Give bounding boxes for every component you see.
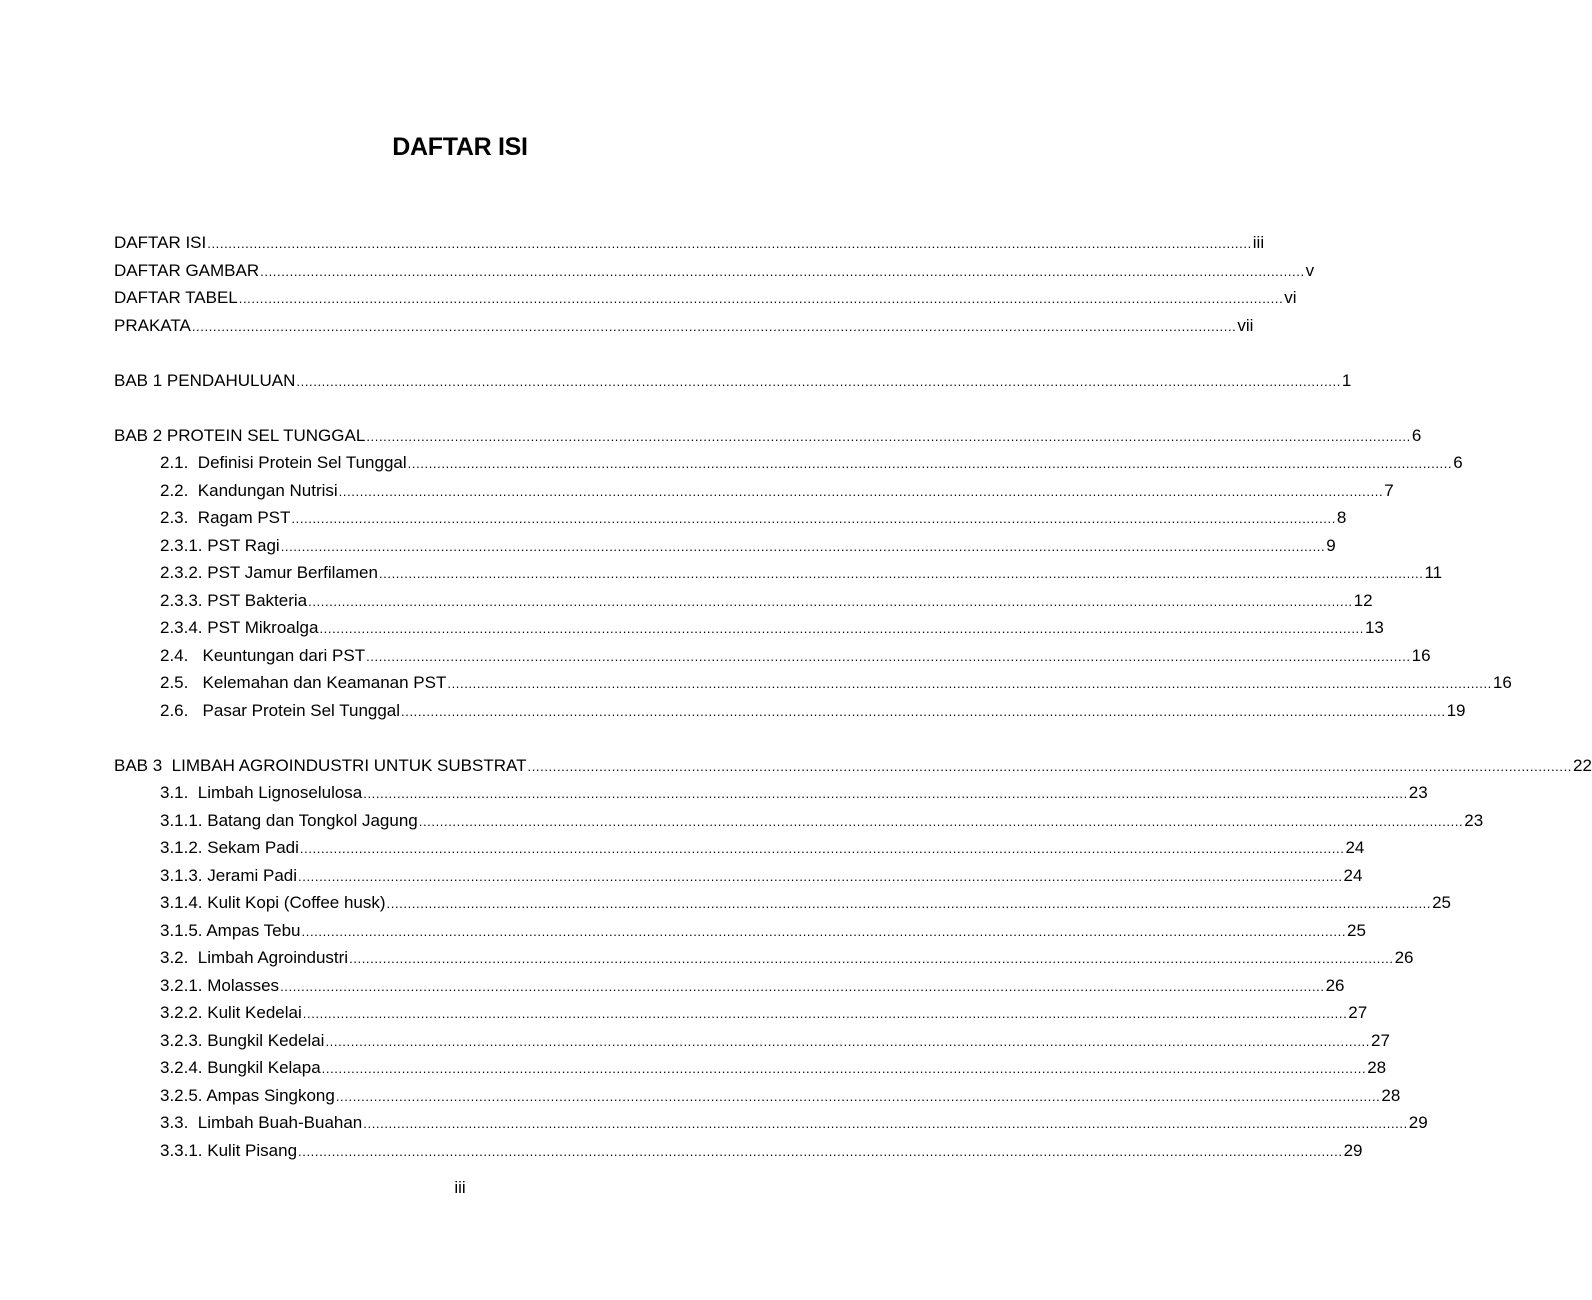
spacer — [0, 339, 920, 367]
toc-label: 3.1.1. Batang dan Tongkol Jagung — [160, 810, 418, 830]
toc-page: 7 — [1384, 480, 1394, 500]
dot-leader: ........................................................................................................................................................................................................................................................ — [280, 978, 1325, 994]
toc-subentry[interactable] — [0, 944, 1414, 972]
toc-page: iii — [1252, 233, 1265, 252]
toc-entry-daftar-tabel[interactable] — [0, 284, 1297, 312]
toc-subentry[interactable] — [0, 834, 1365, 862]
toc-page: 22 — [1573, 755, 1592, 775]
page-number: iii — [454, 1178, 466, 1197]
dot-leader: ........................................................................................................................................................................................................................................................ — [299, 841, 1345, 856]
toc-label: 2.6. Pasar Protein Sel Tunggal — [160, 700, 401, 720]
toc-subentry[interactable] — [0, 504, 1347, 532]
toc-label: BAB 3 LIMBAH AGROINDUSTRI UNTUK SUBSTRAT — [114, 755, 527, 775]
dot-leader: ........................................................................................................................................................................................................................................................ — [298, 1143, 1343, 1159]
dot-leader: ........................................................................................................................................................................................................................................................ — [260, 263, 1305, 279]
toc-subentry[interactable] — [0, 669, 1512, 697]
toc-page: 27 — [1370, 1030, 1390, 1050]
dot-leader: ........................................................................................................................................................................................................................................................ — [298, 868, 1343, 884]
toc-subentry[interactable] — [0, 532, 1336, 560]
spacer — [0, 724, 920, 752]
toc-label: 2.3. Ragam PST — [160, 508, 291, 527]
toc-subentry[interactable] — [0, 587, 1373, 615]
toc-subentry[interactable] — [0, 889, 1451, 917]
toc-label: 2.3.4. PST Mikroalga — [160, 618, 319, 637]
toc-label: 3.1.4. Kulit Kopi (Coffee husk) — [160, 893, 386, 912]
toc-page: 29 — [1343, 1140, 1363, 1160]
toc-label: 3.2.5. Ampas Singkong — [160, 1085, 335, 1105]
dot-leader: ........................................................................................................................................................................................................................................................ — [378, 566, 1424, 581]
dot-leader: ........................................................................................................................................................................................................................................................ — [418, 813, 1464, 829]
toc-page: v — [1305, 260, 1315, 280]
dot-leader: ........................................................................................................................................................................................................................................................ — [321, 1061, 1367, 1076]
dot-leader: ........................................................................................................................................................................................................................................................ — [407, 456, 1453, 471]
toc-page: 26 — [1394, 948, 1414, 967]
dot-leader: ........................................................................................................................................................................................................................................................ — [401, 703, 1446, 719]
toc-page: 8 — [1336, 508, 1347, 527]
toc-subentry[interactable] — [0, 559, 1443, 587]
toc-entry-bab-3[interactable] — [0, 752, 1592, 780]
toc-label: 3.3. Limbah Buah-Buahan — [160, 1113, 363, 1132]
toc-label: 2.5. Kelemahan dan Keamanan PST — [160, 673, 447, 692]
toc-subentry[interactable] — [0, 862, 1363, 890]
toc-page: 11 — [1424, 563, 1443, 582]
toc-label: 2.3.3. PST Bakteria — [160, 590, 308, 610]
toc-page: 23 — [1408, 783, 1428, 802]
toc-page: 25 — [1432, 893, 1451, 912]
toc-subentry[interactable] — [0, 779, 1428, 807]
dot-leader: ........................................................................................................................................................................................................................................................ — [349, 951, 1394, 966]
dot-leader: ........................................................................................................................................................................................................................................................ — [335, 1088, 1381, 1104]
dot-leader: ........................................................................................................................................................................................................................................................ — [386, 896, 1432, 911]
toc-label: 2.3.1. PST Ragi — [160, 535, 280, 555]
toc-label: 3.2.2. Kulit Kedelai — [160, 1003, 302, 1022]
toc-subentry[interactable] — [0, 1109, 1428, 1137]
toc-subentry[interactable] — [0, 1027, 1390, 1055]
toc-page: 28 — [1381, 1085, 1401, 1105]
toc-subentry[interactable] — [0, 917, 1366, 945]
toc-page: 25 — [1347, 920, 1366, 940]
toc-page: 9 — [1326, 535, 1336, 555]
toc-subentry[interactable] — [0, 972, 1345, 1000]
toc-subentry[interactable] — [0, 477, 1394, 505]
toc-subentry[interactable] — [0, 449, 1463, 477]
dot-leader: ........................................................................................................................................................................................................................................................ — [296, 373, 1341, 389]
toc-entry-daftar-gambar[interactable] — [0, 257, 1315, 285]
toc-subentry[interactable] — [0, 697, 1466, 725]
toc-label: 3.1.3. Jerami Padi — [160, 865, 298, 885]
toc-subentry[interactable] — [0, 999, 1368, 1027]
dot-leader: ........................................................................................................................................................................................................................................................ — [527, 758, 1573, 774]
toc-label: 2.3.2. PST Jamur Berfilamen — [160, 563, 378, 582]
toc-label: 3.2.4. Bungkil Kelapa — [160, 1058, 321, 1077]
toc-page: 6 — [1411, 425, 1422, 445]
toc-page: vii — [1237, 315, 1254, 335]
toc-page: 16 — [1492, 673, 1512, 692]
toc-page: 1 — [1341, 370, 1352, 390]
toc-entry-prakata[interactable] — [0, 312, 1254, 340]
toc-label: 3.1.5. Ampas Tebu — [160, 920, 301, 940]
toc-label: 3.2.1. Molasses — [160, 975, 280, 995]
toc-subentry[interactable] — [0, 642, 1431, 670]
dot-leader: ........................................................................................................................................................................................................................................................ — [207, 236, 1252, 251]
dot-leader: ........................................................................................................................................................................................................................................................ — [301, 923, 1347, 939]
toc-page: 16 — [1411, 645, 1431, 665]
dot-leader: ........................................................................................................................................................................................................................................................ — [447, 676, 1492, 691]
toc-page: 12 — [1353, 590, 1373, 610]
toc-subentry[interactable] — [0, 614, 1384, 642]
dot-leader: ........................................................................................................................................................................................................................................................ — [191, 318, 1237, 334]
dot-leader: ........................................................................................................................................................................................................................................................ — [363, 1116, 1408, 1131]
toc-entry-bab-1[interactable] — [0, 367, 1352, 395]
toc-subentry[interactable] — [0, 807, 1484, 835]
toc-label: 2.1. Definisi Protein Sel Tunggal — [160, 453, 407, 472]
toc-label: BAB 2 PROTEIN SEL TUNGGAL — [114, 425, 366, 445]
dot-leader: ........................................................................................................................................................................................................................................................ — [302, 1006, 1348, 1021]
toc-subentry[interactable] — [0, 1137, 1363, 1165]
dot-leader: ........................................................................................................................................................................................................................................................ — [366, 648, 1411, 664]
toc-label: BAB 1 PENDAHULUAN — [114, 370, 296, 390]
dot-leader: ........................................................................................................................................................................................................................................................ — [319, 621, 1364, 636]
page-title: DAFTAR ISI — [392, 133, 528, 161]
toc-label: DAFTAR ISI — [114, 233, 207, 252]
toc-page: 23 — [1464, 810, 1484, 830]
toc-page: 13 — [1364, 618, 1384, 637]
table-of-contents — [0, 229, 1592, 1164]
dot-leader: ........................................................................................................................................................................................................................................................ — [238, 291, 1284, 306]
toc-page: 26 — [1325, 975, 1345, 995]
toc-label: 3.2.3. Bungkil Kedelai — [160, 1030, 325, 1050]
dot-leader: ........................................................................................................................................................................................................................................................ — [291, 511, 1336, 526]
toc-label: 2.2. Kandungan Nutrisi — [160, 480, 338, 500]
dot-leader: ........................................................................................................................................................................................................................................................ — [280, 538, 1326, 554]
toc-label: DAFTAR TABEL — [114, 288, 238, 307]
toc-label: DAFTAR GAMBAR — [114, 260, 260, 280]
toc-entry-daftar-isi[interactable] — [0, 229, 1265, 257]
spacer — [0, 394, 920, 422]
toc-label: 3.2. Limbah Agroindustri — [160, 948, 349, 967]
toc-page: 19 — [1446, 700, 1466, 720]
dot-leader: ........................................................................................................................................................................................................................................................ — [325, 1033, 1370, 1049]
toc-page: 29 — [1408, 1113, 1428, 1132]
toc-page: 28 — [1367, 1058, 1387, 1077]
toc-label: 3.3.1. Kulit Pisang — [160, 1140, 298, 1160]
toc-label: 2.4. Keuntungan dari PST — [160, 645, 366, 665]
dot-leader: ........................................................................................................................................................................................................................................................ — [363, 786, 1408, 801]
dot-leader: ........................................................................................................................................................................................................................................................ — [338, 483, 1384, 499]
toc-label: PRAKATA — [114, 315, 191, 335]
toc-page: 27 — [1348, 1003, 1368, 1022]
toc-page: 6 — [1453, 453, 1463, 472]
dot-leader: ........................................................................................................................................................................................................................................................ — [308, 593, 1353, 609]
toc-label: 3.1.2. Sekam Padi — [160, 838, 299, 857]
toc-subentry[interactable] — [0, 1054, 1387, 1082]
dot-leader: ........................................................................................................................................................................................................................................................ — [366, 428, 1411, 444]
toc-page: 24 — [1345, 838, 1365, 857]
toc-entry-bab-2[interactable] — [0, 422, 1422, 450]
toc-subentry[interactable] — [0, 1082, 1401, 1110]
toc-page: vi — [1284, 288, 1297, 307]
toc-label: 3.1. Limbah Lignoselulosa — [160, 783, 363, 802]
toc-page: 24 — [1343, 865, 1363, 885]
